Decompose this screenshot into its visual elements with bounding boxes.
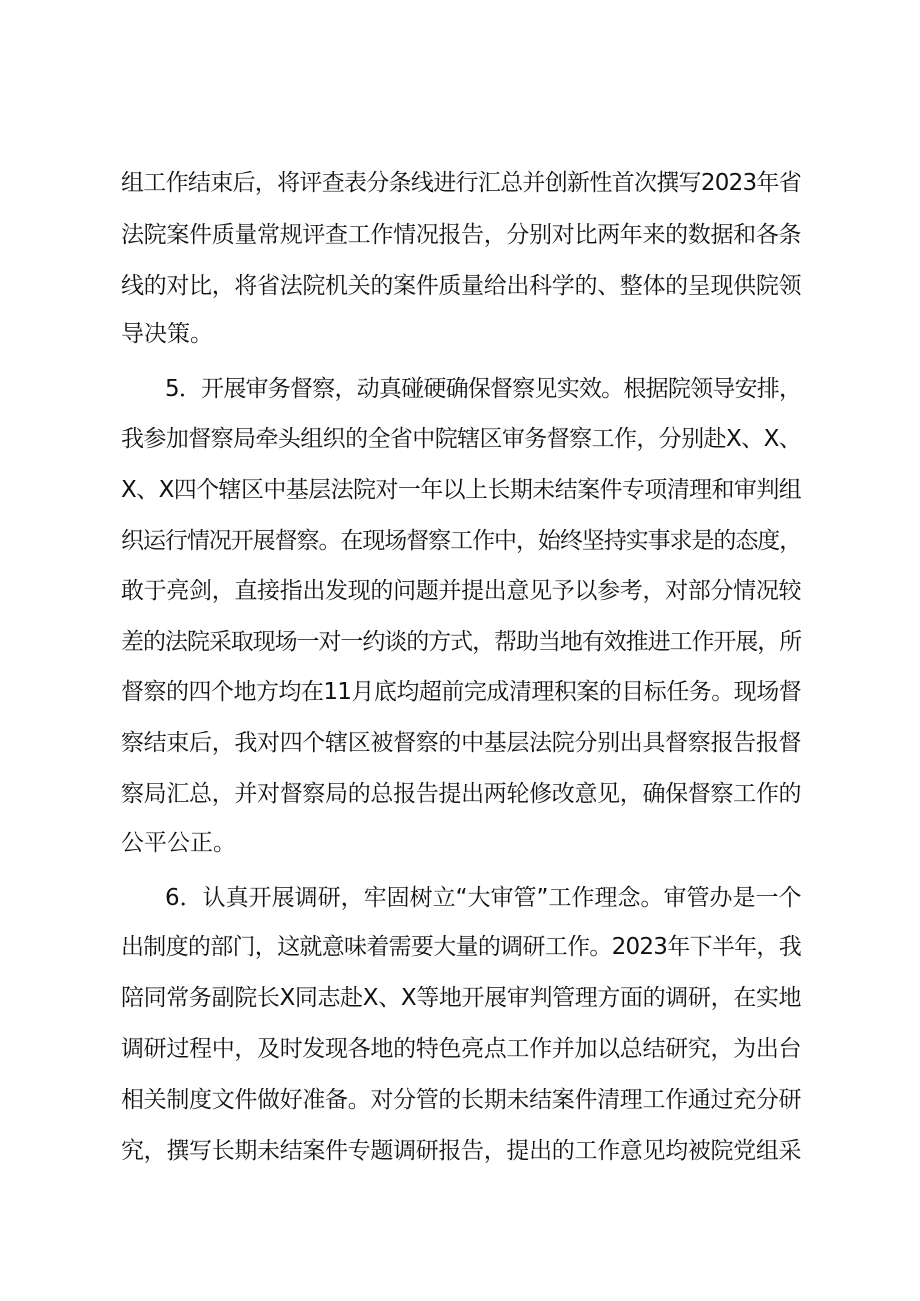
text-line: 组工作结束后，将评查表分条线进行汇总并创新性首次撰写2023年省 xyxy=(121,170,801,196)
text-line: 察结束后，我对四个辖区被督察的中基层法院分别出具督察报告报督 xyxy=(121,730,801,756)
text-line: 差的法院采取现场一对一约谈的方式，帮助当地有效推进工作开展，所 xyxy=(121,629,801,655)
text-line: 敢于亮剑，直接指出发现的问题并提出意见予以参考，对部分情况较 xyxy=(121,578,801,604)
text-line: 督察的四个地方均在11月底均超前完成清理积案的目标任务。现场督 xyxy=(121,679,801,705)
text-line: 我参加督察局牵头组织的全省中院辖区审务督察工作，分别赴X、X、 xyxy=(121,426,801,452)
paragraph-6-heading-line: 6．认真开展调研，牢固树立“大审管”工作理念。审管办是一个 xyxy=(165,885,801,911)
text-line: 调研过程中，及时发现各地的特色亮点工作并加以总结研究，为出台 xyxy=(121,1036,801,1062)
text-line: 织运行情况开展督察。在现场督察工作中，始终坚持实事求是的态度， xyxy=(121,528,801,554)
text-line: 相关制度文件做好准备。对分管的长期未结案件清理工作通过充分研 xyxy=(121,1087,801,1113)
text-line: 线的对比，将省法院机关的案件质量给出科学的、整体的呈现供院领 xyxy=(121,273,801,299)
text-line: 陪同常务副院长X同志赴X、X等地开展审判管理方面的调研，在实地 xyxy=(121,985,801,1011)
text-line: 法院案件质量常规评查工作情况报告，分别对比两年来的数据和各条 xyxy=(121,222,801,248)
text-line: 出制度的部门，这就意味着需要大量的调研工作。2023年下半年，我 xyxy=(121,934,801,960)
text-line: 究，撰写长期未结案件专题调研报告，提出的工作意见均被院党组采 xyxy=(121,1138,801,1164)
text-line: 导决策。 xyxy=(121,321,213,347)
paragraph-5-heading-line: 5．开展审务督察，动真碰硬确保督察见实效。根据院领导安排， xyxy=(165,376,801,402)
text-line: 公平公正。 xyxy=(121,830,236,856)
text-line: 察局汇总，并对督察局的总报告提出两轮修改意见，确保督察工作的 xyxy=(121,781,801,807)
text-line: X、X四个辖区中基层法院对一年以上长期未结案件专项清理和审判组 xyxy=(121,477,801,503)
